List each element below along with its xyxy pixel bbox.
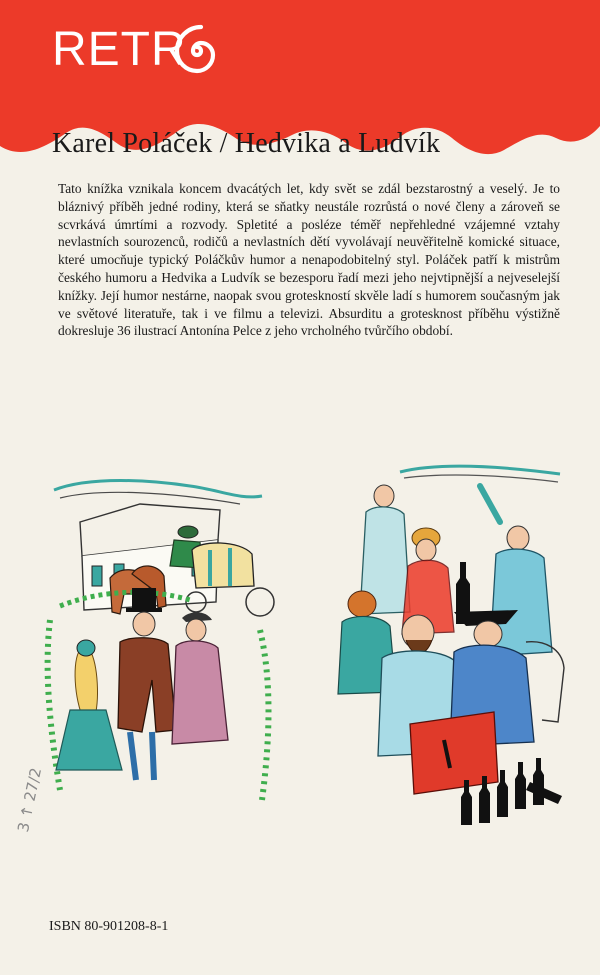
spiral-o-icon: [168, 22, 226, 80]
isbn-number: ISBN 80-901208-8-1: [49, 919, 169, 934]
carriage-illustration: [40, 470, 285, 815]
book-title: Karel Poláček / Hedvika a Ludvík: [52, 128, 441, 159]
party-illustration: [330, 462, 575, 827]
book-blurb: Tato knížka vznikala koncem dvacátých let, kdy svět se zdál bezstarostný a veselý. Je to bláznivý příběh jedné rodiny, která se sňatky neustále rozrůstá o nové členy a zároveň se scvrkává úmrtími a rozvody. Spletité a posléze téměř nepřehledné vzájemné vztahy nevlastních sourozenců, rodičů a nevlastních dětí vyvolávají neuvěřitelně komické situace, které umocňuje typický Poláčkův humor a nenapodobitelný styl. Poláček patří k mistrům českého humoru a Hedvika a Ludvík se bezesporu řadí mezi jeho nejvtipnější a nejveselejší knížky. Její humor nestárne, naopak svou groteskností skvěle ladí s humorem současným jak ve světové literatuře, tak i ve filmu a televizi. Absurditu a grotesknost příběhu výstižně dokresluje 36 ilustrací Antonína Pelce z jeho vrcholného tvůrčího období.: [58, 181, 560, 339]
retro-logo-text: RETR: [52, 23, 187, 76]
handwritten-pencil-note: 3 ↑ 27/2: [14, 766, 46, 834]
